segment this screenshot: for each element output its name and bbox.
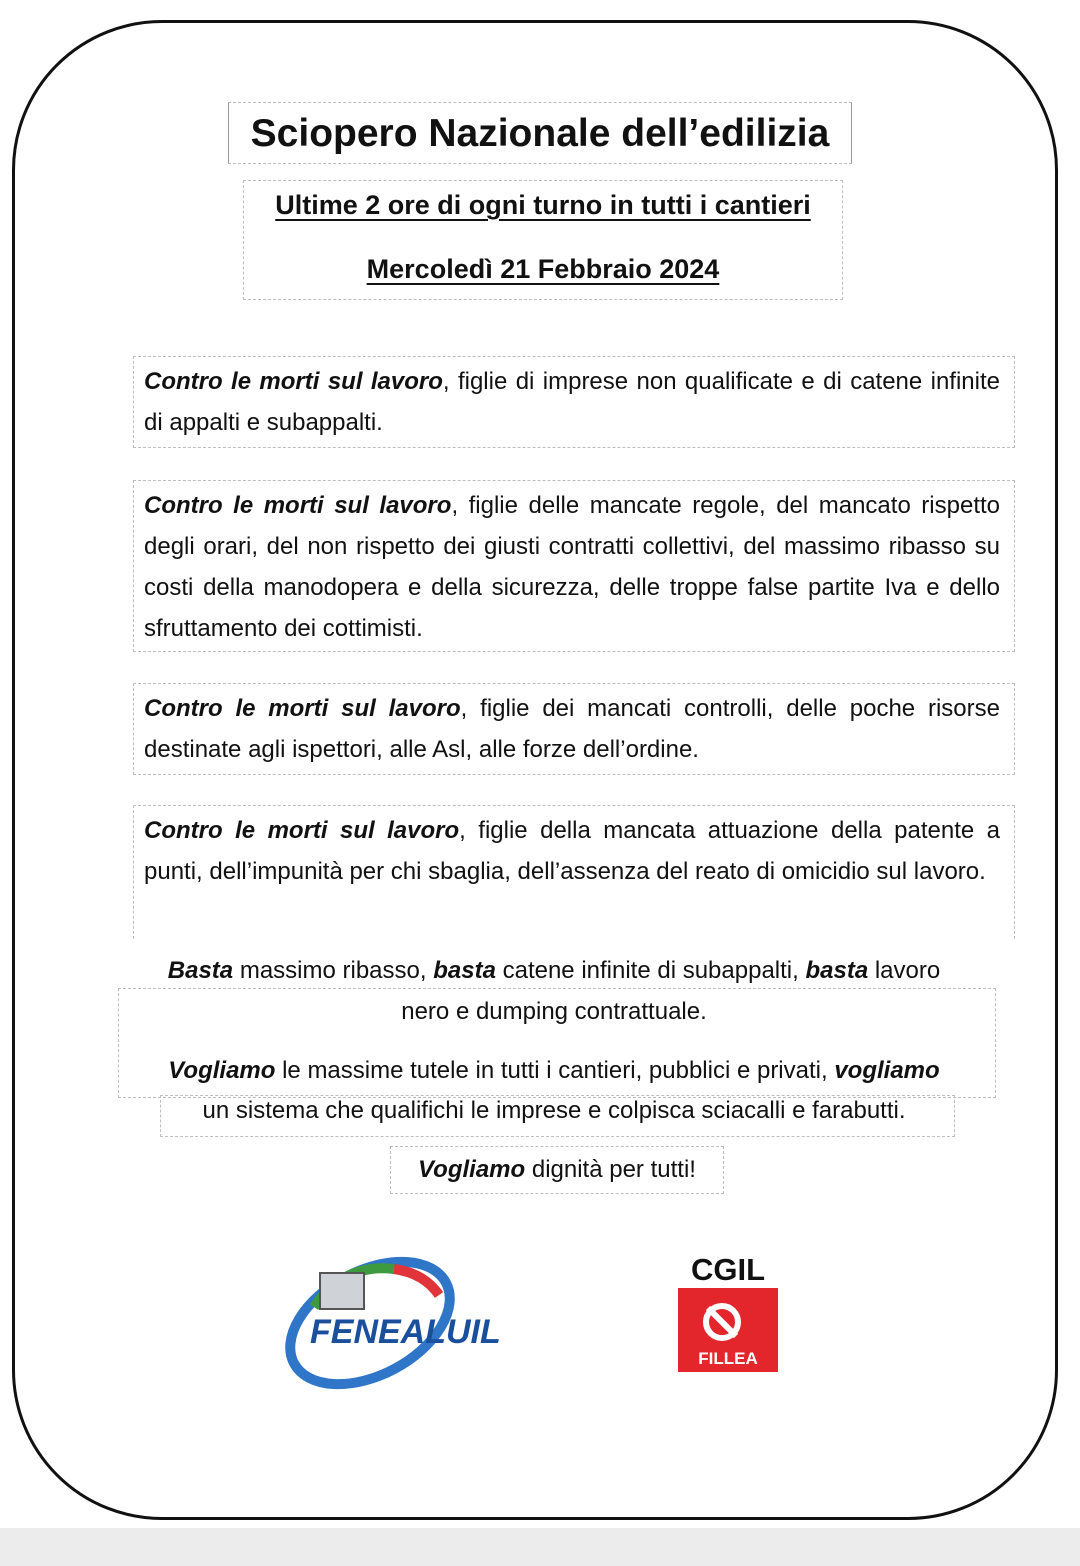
- lead-phrase: Contro le morti sul lavoro: [144, 817, 460, 844]
- paragraph-1: [133, 356, 1015, 448]
- page-title: Sciopero Nazionale dell’edilizia: [228, 102, 852, 164]
- paragraph-2-text: , figlie delle mancate regole, del mancato rispetto degli orari, del non rispetto dei giusti contratti collettivi, del massimo ribasso su costi della manodopera e della sicurezza, delle troppe false partite Iva e dello sfruttamento dei cottimisti.: [144, 492, 1001, 642]
- basta-text-1: massimo ribasso,: [233, 957, 434, 984]
- paragraph-3-text: , figlie dei mancati controlli, delle poche risorse destinate agli ispettori, alle Asl, alle forze dell’ordine.: [144, 695, 1000, 763]
- paragraph-4-text: , figlie della mancata attuazione della patente a punti, dell’impunità per chi sbaglia, dell’assenza del reato di omicidio sul lavoro.: [144, 817, 1001, 885]
- cgil-fillea-logo: [674, 1252, 782, 1374]
- bottom-strip: [0, 1528, 1080, 1566]
- subtitle-date: Mercoledì 21 Febbraio 2024: [366, 254, 720, 284]
- vogliamo-word: Vogliamo: [418, 1156, 526, 1183]
- paragraph-2: [133, 480, 1015, 652]
- final-line: [390, 1149, 724, 1190]
- subtitle-shift: Ultime 2 ore di ogni turno in tutti i cantieri: [275, 190, 811, 220]
- paragraph-4: [133, 805, 1015, 939]
- feneal-logo-text: FENEALUIL: [310, 1313, 501, 1351]
- feneal-uil-logo: [274, 1255, 501, 1385]
- lead-phrase: Contro le morti sul lavoro: [144, 492, 452, 519]
- basta-text-2: catene infinite di subappalti,: [495, 957, 806, 984]
- vogliamo-word: vogliamo: [834, 1057, 940, 1084]
- basta-word: basta: [433, 957, 496, 984]
- vogliamo-line-1: [110, 1050, 998, 1091]
- final-line-text: dignità per tutti!: [525, 1156, 696, 1183]
- fillea-logo-text: FILLEA: [698, 1349, 758, 1368]
- basta-line-1: [120, 950, 988, 991]
- basta-word: basta: [805, 957, 869, 984]
- paragraph-1-text: , figlie di imprese non qualificate e di catene infinite di appalti e subappalti.: [144, 368, 1001, 436]
- vogliamo-text-1: le massime tutele in tutti i cantieri, pubblici e privati,: [275, 1057, 835, 1084]
- paragraph-3: [133, 683, 1015, 775]
- lead-phrase: Contro le morti sul lavoro: [144, 695, 461, 722]
- lead-phrase: Contro le morti sul lavoro: [144, 368, 443, 395]
- basta-line-2: nero e dumping contrattuale.: [401, 998, 707, 1025]
- basta-word: Basta: [167, 957, 234, 984]
- cgil-logo-text: CGIL: [690, 1252, 766, 1287]
- vogliamo-word: Vogliamo: [168, 1057, 276, 1084]
- vogliamo-line-2: un sistema che qualifichi le imprese e colpisca sciacalli e farabutti.: [202, 1097, 906, 1124]
- basta-text-3: lavoro: [868, 957, 941, 984]
